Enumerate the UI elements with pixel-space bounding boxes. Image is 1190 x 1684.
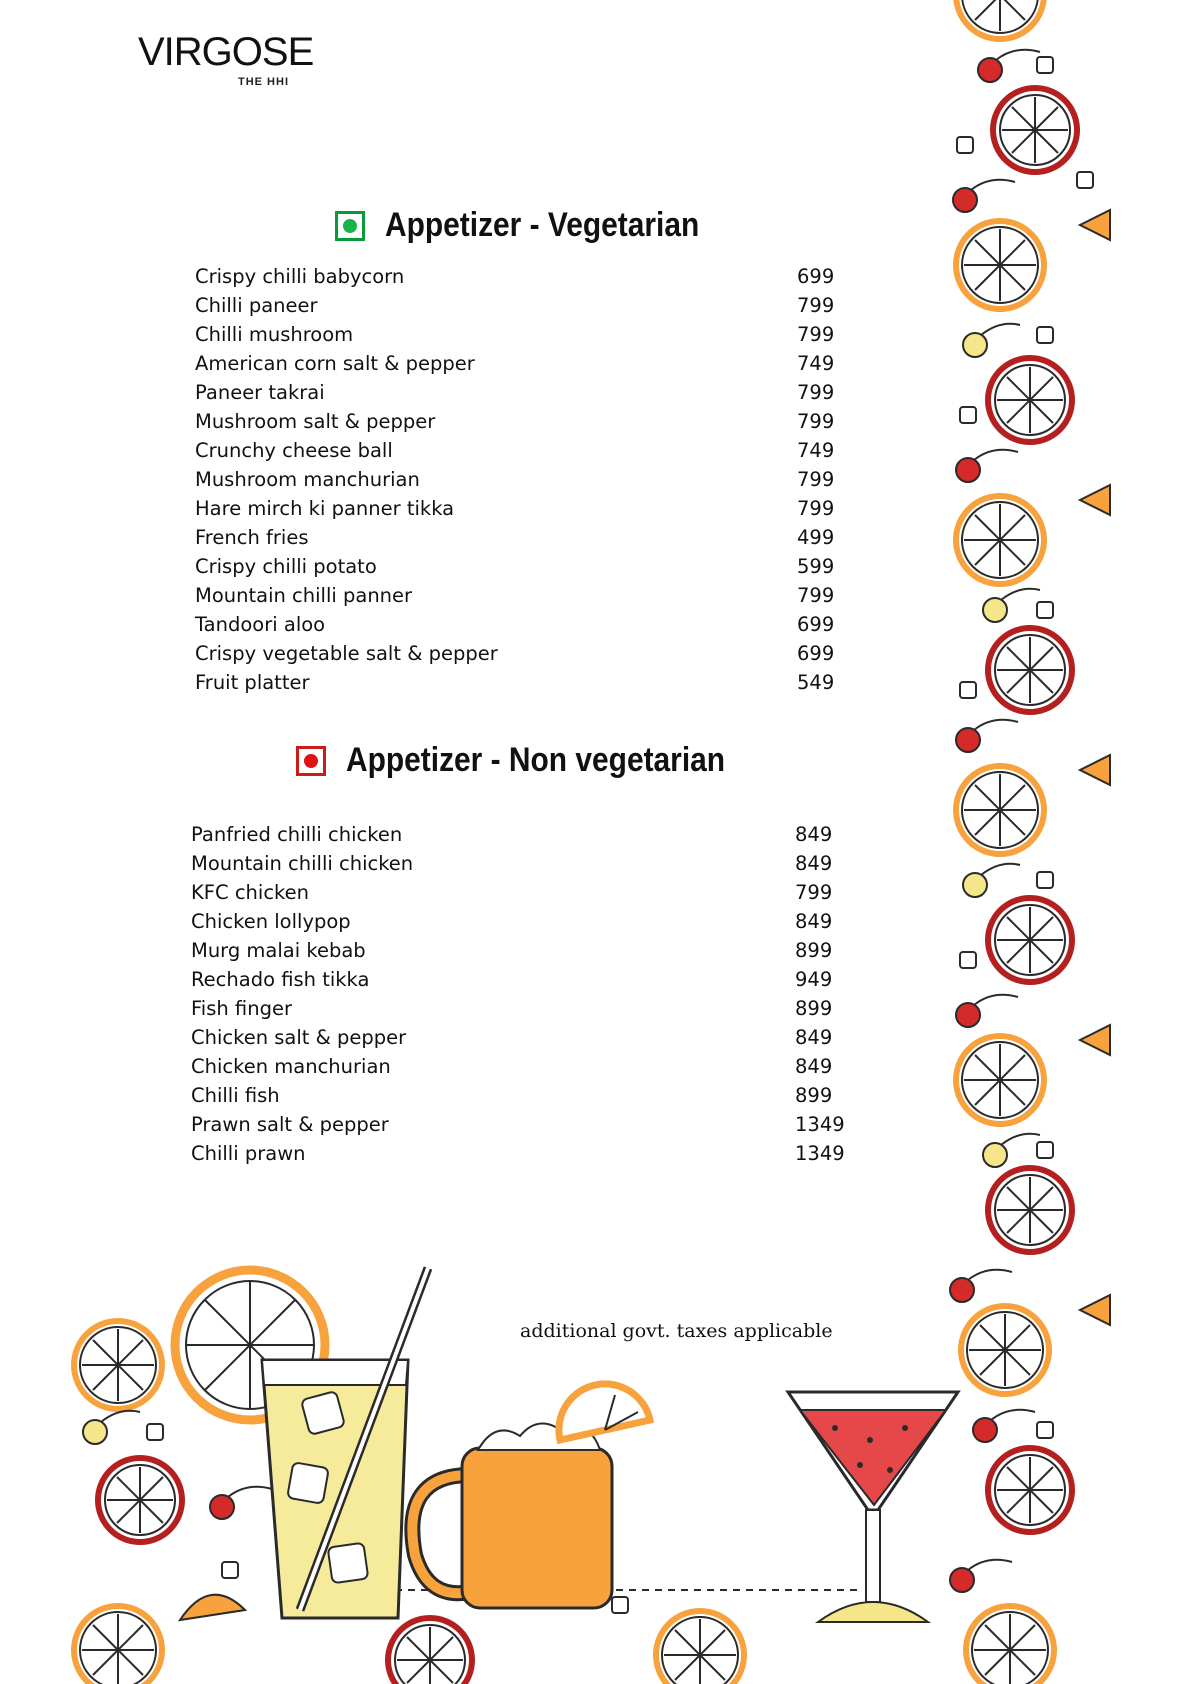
menu-item — [191, 936, 851, 965]
item-name: Murg malai kebab — [191, 939, 366, 962]
nonveg-menu-list — [191, 820, 851, 1168]
item-name: Mushroom manchurian — [195, 468, 420, 491]
item-name: Rechado fish tikka — [191, 968, 370, 991]
item-price: 799 — [797, 294, 835, 317]
item-price: 849 — [795, 1055, 833, 1078]
item-name: Prawn salt & pepper — [191, 1113, 389, 1136]
menu-item — [191, 994, 851, 1023]
item-price: 899 — [795, 939, 833, 962]
item-name: Tandoori aloo — [195, 613, 326, 636]
item-name: Chicken salt & pepper — [191, 1026, 407, 1049]
item-name: Crispy chilli babycorn — [195, 265, 405, 288]
item-price: 849 — [795, 852, 833, 875]
item-price: 849 — [795, 910, 833, 933]
menu-item — [191, 820, 851, 849]
item-name: Chilli paneer — [195, 294, 318, 317]
menu-item — [191, 1023, 851, 1052]
item-price: 799 — [797, 584, 835, 607]
menu-item — [195, 436, 845, 465]
bottom-pattern — [74, 1321, 860, 1684]
menu-item — [191, 1139, 851, 1168]
item-price: 749 — [797, 439, 835, 462]
item-name: Mushroom salt & pepper — [195, 410, 436, 433]
menu-item — [195, 639, 845, 668]
item-price: 749 — [797, 352, 835, 375]
lemonade-glass-icon — [175, 1268, 428, 1618]
menu-item — [195, 291, 845, 320]
item-price: 799 — [797, 323, 835, 346]
item-name: Crispy chilli potato — [195, 555, 377, 578]
menu-item — [195, 494, 845, 523]
item-price: 899 — [795, 997, 833, 1020]
item-name: Chilli fish — [191, 1084, 280, 1107]
tax-note: additional govt. taxes applicable — [520, 1320, 833, 1342]
item-price: 849 — [795, 1026, 833, 1049]
item-name: Fruit platter — [195, 671, 310, 694]
item-name: Paneer takrai — [195, 381, 325, 404]
item-price: 549 — [797, 671, 835, 694]
right-border-pattern — [950, 0, 1110, 1684]
menu-item — [195, 523, 845, 552]
menu-item — [191, 1110, 851, 1139]
item-name: Mountain chilli panner — [195, 584, 413, 607]
item-price: 599 — [797, 555, 835, 578]
item-name: Panfried chilli chicken — [191, 823, 403, 846]
item-price: 699 — [797, 265, 835, 288]
item-price: 799 — [797, 497, 835, 520]
menu-item — [195, 581, 845, 610]
item-price: 1349 — [795, 1142, 845, 1165]
menu-item — [191, 907, 851, 936]
menu-item — [195, 552, 845, 581]
menu-item — [191, 1052, 851, 1081]
item-name: KFC chicken — [191, 881, 309, 904]
veg-section-title: Appetizer - Vegetarian — [385, 206, 700, 244]
item-name: Chicken lollypop — [191, 910, 351, 933]
nonveg-section-heading — [296, 741, 777, 780]
menu-item — [195, 349, 845, 378]
menu-item — [195, 465, 845, 494]
item-name: French fries — [195, 526, 309, 549]
menu-item — [195, 378, 845, 407]
item-name: Chilli prawn — [191, 1142, 306, 1165]
menu-item — [195, 610, 845, 639]
veg-menu-list — [195, 262, 845, 697]
item-price: 1349 — [795, 1113, 845, 1136]
item-price: 899 — [795, 1084, 833, 1107]
item-price: 499 — [797, 526, 835, 549]
item-name: Chicken manchurian — [191, 1055, 391, 1078]
item-name: Hare mirch ki panner tikka — [195, 497, 455, 520]
item-price: 799 — [797, 410, 835, 433]
brand-logo — [138, 30, 314, 90]
item-price: 699 — [797, 613, 835, 636]
menu-item — [195, 262, 845, 291]
item-price: 849 — [795, 823, 833, 846]
nonveg-section-title: Appetizer - Non vegetarian — [346, 741, 726, 779]
menu-item — [195, 668, 845, 697]
item-name: Crunchy cheese ball — [195, 439, 393, 462]
menu-item — [195, 320, 845, 349]
nonveg-indicator-icon — [296, 746, 326, 776]
item-price: 799 — [795, 881, 833, 904]
logo-wordmark: VIRGOSE — [138, 30, 314, 74]
menu-item — [191, 965, 851, 994]
menu-item — [191, 1081, 851, 1110]
mug-icon — [412, 1384, 650, 1608]
item-price: 799 — [797, 381, 835, 404]
veg-section-heading — [335, 206, 742, 245]
item-price: 949 — [795, 968, 833, 991]
cocktail-glass-icon — [788, 1392, 958, 1622]
item-name: Crispy vegetable salt & pepper — [195, 642, 498, 665]
item-price: 699 — [797, 642, 835, 665]
menu-item — [195, 407, 845, 436]
item-name: Chilli mushroom — [195, 323, 354, 346]
veg-indicator-icon — [335, 211, 365, 241]
menu-item — [191, 878, 851, 907]
item-name: American corn salt & pepper — [195, 352, 475, 375]
item-name: Fish finger — [191, 997, 292, 1020]
item-price: 799 — [797, 468, 835, 491]
logo-subtext: THE HHI — [238, 76, 289, 88]
menu-item — [191, 849, 851, 878]
item-name: Mountain chilli chicken — [191, 852, 414, 875]
